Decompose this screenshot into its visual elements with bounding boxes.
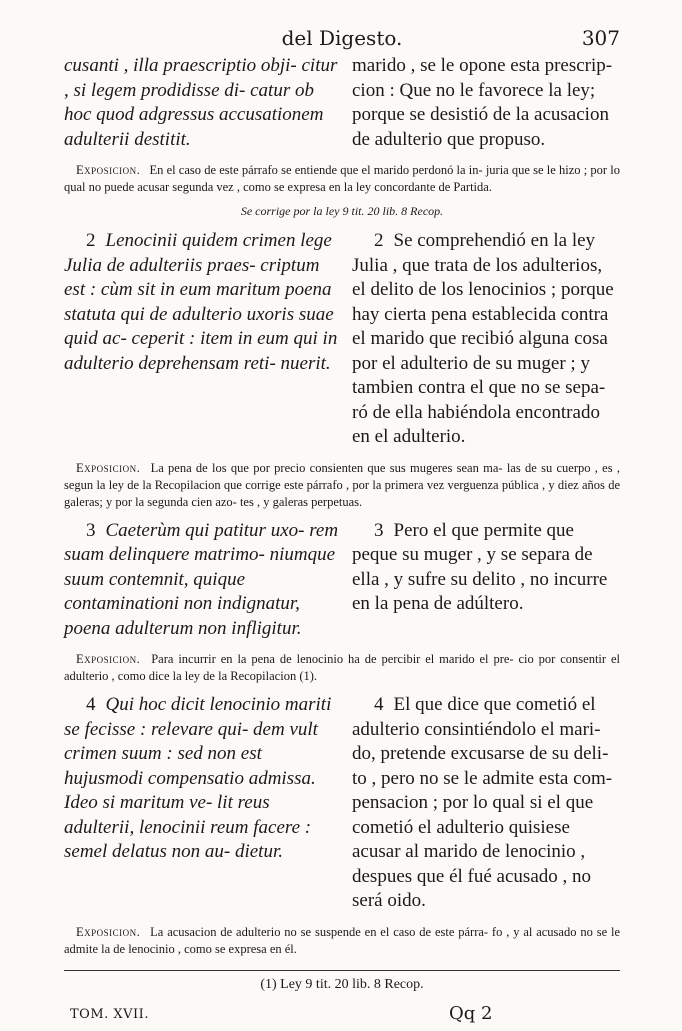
section-2 — [64, 229, 620, 511]
spanish-body: Se comprehendió en la ley Julia , que trata de los adulterios, el delito de los lenocinios ; porque hay cierta pena establecida contra el marido que recibió alguna cosa por el adulterio de su muger ; y tambien contra el que no se sepa- ró de ella habiéndola encontrado en el adulterio. — [352, 230, 614, 447]
exposicion-label: Exposicion. — [76, 652, 141, 666]
latin-text — [64, 519, 342, 642]
running-title: del Digesto. — [281, 26, 403, 50]
exposicion-text: La acusacion de adulterio no se suspende en el caso de este párra- fo , y al acusado no se le admite la de lenocinio , como se expresa en él. — [64, 924, 621, 956]
exposicion-label: Exposicion. — [76, 163, 141, 177]
signature-mark: Qq 2 — [449, 1002, 493, 1024]
correction-note: Se corrige por la ley 9 tit. 20 lib. 8 Recop. — [240, 204, 444, 218]
section-number: 4 — [374, 694, 384, 715]
exposicion-text: Para incurrir en la pena de lenocinio ha de percibir el marido el pre- cio por consentir el adulterio , como dice la ley de la Recopilacion (1). — [64, 652, 621, 683]
intro-paragraph — [64, 54, 620, 152]
latin-body: Caeterùm qui patitur uxo- rem suam delinquere matrimo- niumque suum contemnit, quique contaminationi non indignatur, poena adulterum non infligitur. — [64, 519, 339, 639]
running-header — [64, 20, 620, 54]
volume-label: TOM. XVII. — [70, 1006, 149, 1022]
exposicion-block — [64, 924, 620, 958]
section-number: 2 — [86, 230, 96, 251]
exposicion-block — [64, 651, 620, 685]
section-4 — [64, 693, 620, 958]
exposicion-label: Exposicion. — [76, 460, 141, 475]
latin-body: Lenocinii quidem crimen lege Julia de adulteriis praes- criptum est : cùm sit in eum maritum poena statuta qui de adulterio uxoris suae quid ac- ceperit : item in eum qui in adulterio deprehensam reti- nuerit. — [64, 230, 338, 374]
section-number: 3 — [86, 519, 96, 541]
latin-body: Qui hoc dicit lenocinio mariti se fecisse : relevare qui- dem vult crimen suum : sed non est hujusmodi compensatio admissa. Ideo si maritum ve- lit reus adulterii, lenocinii reum facere : semel delatus non au- dietur. — [64, 694, 332, 862]
book-page — [64, 20, 620, 1031]
section-3 — [64, 519, 620, 686]
latin-text — [64, 693, 342, 914]
exposicion-text: La pena de los que por precio consienten que sus mugeres sean ma- las de su cuerpo , es , segun la ley de la Recopilacion que corrige este párrafo , por la primera vez verguenza pública , y diez años de galeras; y por la segunda cien azo- tes , y galeras perpetuas. — [64, 460, 621, 509]
exposicion-block — [64, 162, 620, 196]
exposicion-text: En el caso de este párrafo se entiende que el marido perdonó la in- juria que se le hizo ; por lo qual no puede acusar segunda vez , como se expresa en la ley concordante de Partida. — [64, 163, 621, 194]
latin-text: cusanti , illa praescriptio obji- citur , si legem prodidisse di- catur ob hoc quod adgressus accusationem adulterii destitit. — [64, 55, 338, 150]
latin-text — [64, 229, 342, 450]
section-number: 4 — [86, 694, 96, 715]
spanish-body: Pero el que permite que peque su muger , y se separa de ella , y sufre su delito , no incurre en la pena de adúltero. — [352, 519, 608, 614]
footnote-rule — [64, 970, 620, 971]
exposicion-block — [64, 460, 620, 511]
spanish-text — [352, 693, 620, 914]
section-number: 2 — [374, 230, 384, 251]
spanish-body: El que dice que cometió el adulterio consintiéndolo el mari- do, pretende excusarse de su deli- to , pero no se le admite esta com- pensacion ; por lo qual si el que cometió el adulterio quisiese acusar al marido de lenocinio , despues que él fué acusado , no será oido. — [352, 694, 613, 911]
section-number: 3 — [374, 519, 384, 541]
spanish-text — [352, 229, 620, 450]
spanish-text — [352, 519, 620, 642]
footnote: (1) Ley 9 tit. 20 lib. 8 Recop. — [260, 976, 424, 992]
exposicion-label: Exposicion. — [76, 924, 141, 939]
page-number: 307 — [581, 26, 620, 50]
spanish-text: marido , se le opone esta prescrip- cion : Que no le favorece la ley; porque se desistió de la acusacion de adulterio que propuso. — [352, 55, 613, 150]
page-footer — [64, 1001, 620, 1031]
